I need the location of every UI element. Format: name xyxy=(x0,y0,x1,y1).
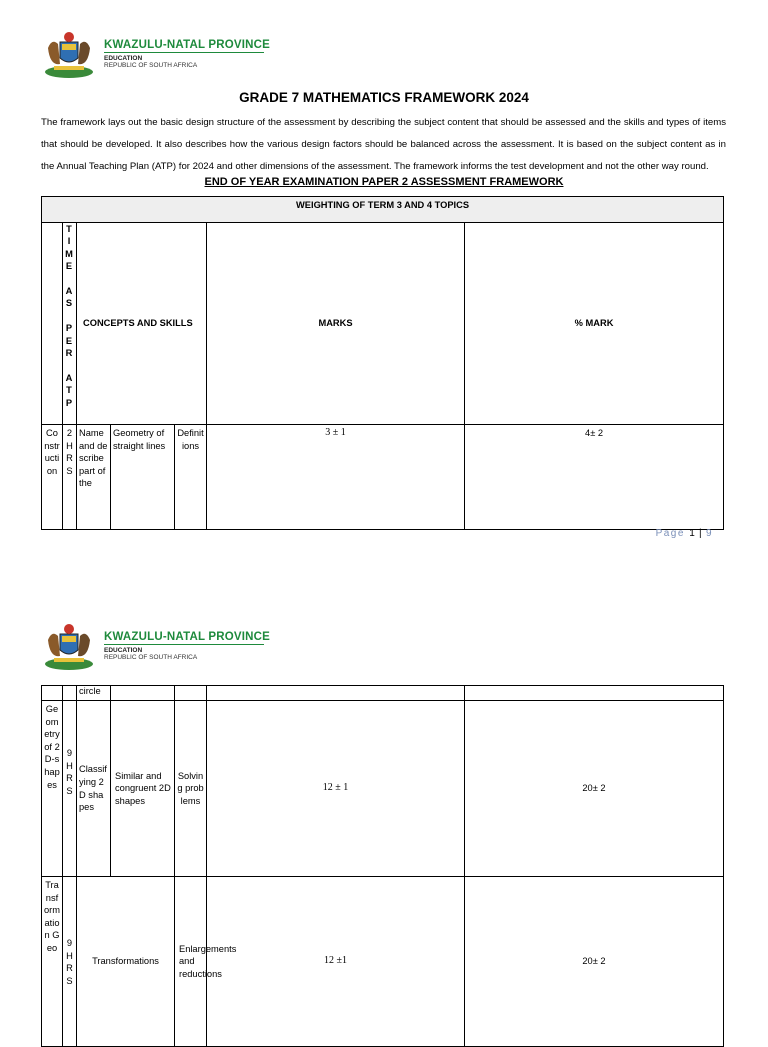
cont-marks-cell xyxy=(207,686,465,701)
kzn-logo-header xyxy=(40,28,270,80)
time-header-text: T I M E A S P E R A T P xyxy=(65,224,73,408)
hours-cell: 9HRS xyxy=(63,701,77,877)
hours-cell: 2HRS xyxy=(63,425,77,530)
page-label: Page xyxy=(655,528,685,539)
marks-cell: 3 ± 1 xyxy=(207,425,465,530)
skill-cell: Transformations xyxy=(77,877,175,1047)
pct-cell: 20± 2 xyxy=(465,701,724,877)
page-total: 9 xyxy=(705,528,713,539)
kzn-logo-header-page2 xyxy=(40,620,270,672)
skill-cell: Classifying 2D shapes xyxy=(77,701,111,877)
logo-divider xyxy=(104,52,264,53)
country-name: REPUBLIC OF SOUTH AFRICA xyxy=(104,62,198,69)
coat-of-arms-icon xyxy=(40,620,98,672)
pct-cell: 20± 2 xyxy=(465,877,724,1047)
concept-cell: Geometry of straight lines xyxy=(111,425,175,530)
topic-cell: Construction xyxy=(42,425,63,530)
cont-pct-cell xyxy=(465,686,724,701)
page-number: 1 xyxy=(689,528,695,539)
coat-of-arms-icon xyxy=(40,28,98,80)
marks-header: MARKS xyxy=(207,223,465,425)
marks-cell: 12 ±1 xyxy=(207,877,465,1047)
skill-cell: Name and describe part of the xyxy=(77,425,111,530)
cont-hours-cell xyxy=(63,686,77,701)
pct-header: % MARK xyxy=(465,223,724,425)
concept-cell: Similar and congruent 2D shapes xyxy=(111,701,175,877)
department-name: EDUCATION xyxy=(104,647,143,654)
pct-cell: 4± 2 xyxy=(465,425,724,530)
hours-cell: 9HRS xyxy=(63,877,77,1047)
logo-divider xyxy=(104,644,264,645)
intro-paragraph: The framework lays out the basic design structure of the assessment by describing the subject content that should be assessed and the skills and types of items that should be developed. It also describes how the various design factors should be balanced across the assessment. It is based on the subject content as in the Annual Teaching Plan (ATP) for 2024 and other dimensions of the assessment. The framework informs the test development and not the other way round. xyxy=(41,117,726,172)
page-footer xyxy=(656,528,713,539)
province-name: KWAZULU-NATAL PROVINCE xyxy=(104,631,271,643)
cont-level-cell xyxy=(175,686,207,701)
section-title: END OF YEAR EXAMINATION PAPER 2 ASSESSMENT FRAMEWORK xyxy=(204,176,564,188)
table-caption: WEIGHTING OF TERM 3 AND 4 TOPICS xyxy=(42,197,724,223)
province-name: KWAZULU-NATAL PROVINCE xyxy=(104,39,271,51)
framework-table-page2 xyxy=(41,685,724,1047)
level-cell: Solving problems xyxy=(175,701,207,877)
concepts-header: CONCEPTS AND SKILLS xyxy=(77,223,207,425)
marks-cell: 12 ± 1 xyxy=(207,701,465,877)
cont-concept-cell xyxy=(111,686,175,701)
page-separator: | xyxy=(699,528,702,539)
department-name: EDUCATION xyxy=(104,55,143,62)
cont-skill-cell: circle xyxy=(77,686,111,701)
topic-cell: Geometry of 2D-shapes xyxy=(42,701,63,877)
topic-header-cell xyxy=(42,223,63,425)
level-cell: Definitions xyxy=(175,425,207,530)
framework-table-page1 xyxy=(41,196,724,530)
page-title: GRADE 7 MATHEMATICS FRAMEWORK 2024 xyxy=(239,90,529,105)
time-header xyxy=(63,223,77,425)
topic-cell: Transformation Geo xyxy=(42,877,63,1047)
level-cell: Enlargements and reductions xyxy=(175,877,207,1047)
country-name: REPUBLIC OF SOUTH AFRICA xyxy=(104,654,198,661)
cont-topic-cell xyxy=(42,686,63,701)
